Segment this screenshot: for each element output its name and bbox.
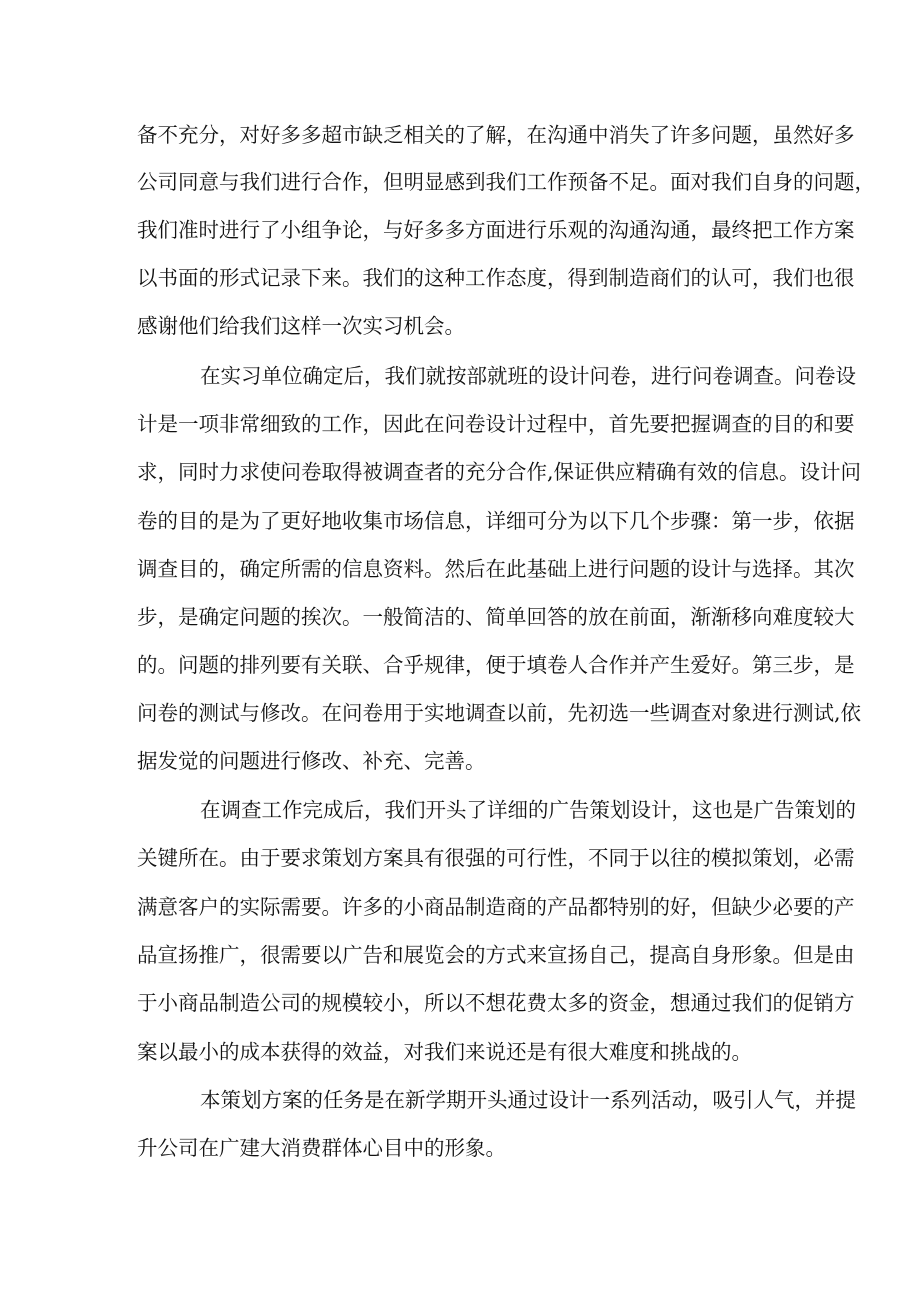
text-line: 问卷的测试与修改。在问卷用于实地调查以前，先初选一些调查对象进行测试,依 — [137, 701, 862, 725]
text-line: 卷的目的是为了更好地收集市场信息，详细可分为以下几个步骤：第一步，依据 — [137, 509, 855, 533]
text-line: 以书面的形式记录下来。我们的这种工作态度，得到制造商们的认可，我们也很 — [137, 266, 855, 290]
text-line: 感谢他们给我们这样一次实习机会。 — [137, 314, 465, 338]
text-line: 品宣扬推广，很需要以广告和展览会的方式来宣扬自己，提高自身形象。但是由 — [137, 943, 855, 967]
text-line: 计是一项非常细致的工作，因此在问卷设计过程中，首先要把握调查的目的和要 — [137, 412, 855, 436]
text-line: 备不充分，对好多多超市缺乏相关的了解，在沟通中消失了许多问题，虽然好多 — [137, 123, 855, 147]
text-line: 本策划方案的任务是在新学期开头通过设计一系列活动，吸引人气，并提 — [200, 1088, 856, 1112]
text-line: 关键所在。由于要求策划方案具有很强的可行性，不同于以往的模拟策划，必需 — [137, 846, 855, 870]
text-line: 案以最小的成本获得的效益，对我们来说还是有很大难度和挑战的。 — [137, 1040, 752, 1064]
text-line: 公司同意与我们进行合作，但明显感到我们工作预备不足。面对我们自身的问题， — [137, 170, 875, 194]
text-line: 在调查工作完成后，我们开头了详细的广告策划设计，这也是广告策划的 — [200, 798, 856, 822]
text-line: 的。问题的排列要有关联、合乎规律，便于填卷人合作并产生爱好。第三步，是 — [137, 653, 855, 677]
text-line: 在实习单位确定后，我们就按部就班的设计问卷，进行问卷调查。问卷设 — [200, 364, 856, 388]
text-line: 步，是确定问题的挨次。一般简洁的、简单回答的放在前面，渐渐移向难度较大 — [137, 605, 855, 629]
text-line: 升公司在广建大消费群体心目中的形象。 — [137, 1136, 506, 1160]
text-line: 调查目的，确定所需的信息资料。然后在此基础上进行问题的设计与选择。其次 — [137, 557, 855, 581]
text-line: 求，同时力求使问卷取得被调查者的充分合作,保证供应精确有效的信息。设计问 — [137, 460, 862, 484]
text-line: 满意客户的实际需要。许多的小商品制造商的产品都特别的好，但缺少必要的产 — [137, 895, 855, 919]
text-line: 我们准时进行了小组争论，与好多多方面进行乐观的沟通沟通，最终把工作方案 — [137, 218, 855, 242]
text-line: 于小商品制造公司的规模较小，所以不想花费太多的资金，想通过我们的促销方 — [137, 991, 855, 1015]
text-line: 据发觉的问题进行修改、补充、完善。 — [137, 749, 486, 773]
